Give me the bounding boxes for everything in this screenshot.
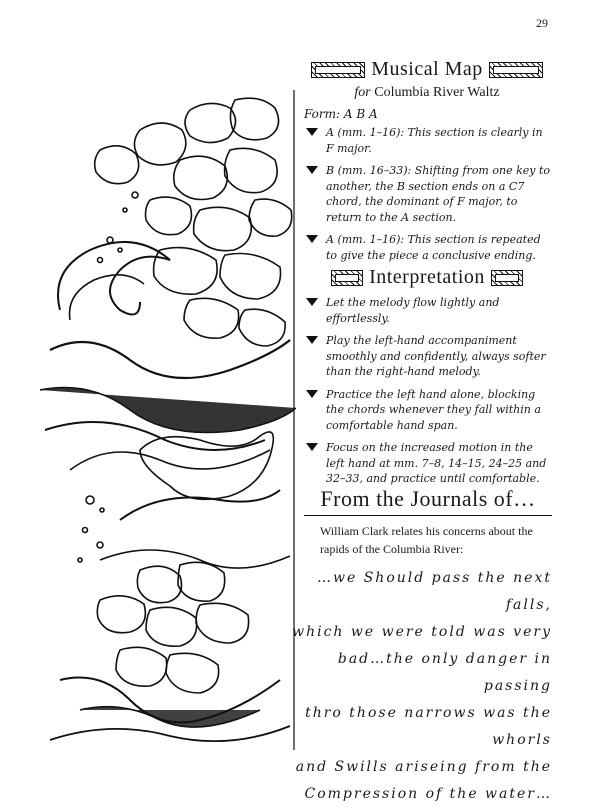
journal-quote <box>290 565 552 808</box>
arrow-bullet-icon <box>306 390 318 399</box>
quote-line: which we were told was very <box>292 624 552 640</box>
list-item: B (mm. 16–33): Shifting from one key to another, the B section ends on a C7 chord, the dominant of F major, to return to the A section. <box>304 163 550 225</box>
interpretation-list <box>304 295 550 487</box>
interpretation-title: Interpretation <box>369 266 485 288</box>
list-item: Practice the left hand alone, blocking the chords whenever they fall within a comfortable hand span. <box>304 387 550 434</box>
journals-title: From the Journals of… <box>320 486 536 511</box>
subtitle-piece-name: Columbia River Waltz <box>374 85 500 100</box>
subtitle-for: for <box>354 85 371 100</box>
arrow-bullet-icon <box>306 336 318 345</box>
form-line: Form: A B A <box>304 107 378 121</box>
piece-subtitle <box>304 85 550 101</box>
list-item: Play the left-hand accompaniment smoothly and confidently, always softer than the right-hand melody. <box>304 333 550 380</box>
musical-map-section <box>304 58 550 270</box>
arrow-bullet-icon <box>306 298 318 307</box>
quote-line: thro those narrows was the whorls <box>305 705 552 748</box>
journals-intro: William Clark relates his concerns about the rapids of the Columbia River: <box>320 524 533 556</box>
arrow-bullet-icon <box>306 235 318 244</box>
arrow-bullet-icon <box>306 128 318 137</box>
musical-map-title: Musical Map <box>371 58 483 80</box>
list-item: A (mm. 1–16): This section is repeated to give the piece a conclusive ending. <box>304 232 550 263</box>
arrow-bullet-icon <box>306 166 318 175</box>
musical-map-list <box>304 125 550 263</box>
musical-map-heading <box>304 58 550 81</box>
page-number: 29 <box>536 16 548 30</box>
interpretation-heading <box>304 266 550 289</box>
quote-line: and Swills ariseing from the <box>295 759 552 775</box>
ornament-right-icon <box>491 270 523 286</box>
list-item: Focus on the increased motion in the left hand at mm. 7–8, 14–15, 24–25 and 32–33, and practice until comfortable. <box>304 440 550 487</box>
ornament-right-icon <box>489 62 543 78</box>
journals-divider <box>304 515 552 516</box>
interpretation-section <box>304 266 550 494</box>
ornament-left-icon <box>331 270 363 286</box>
list-item: A (mm. 1–16): This section is clearly in F major. <box>304 125 550 156</box>
quote-line: Compression of the water… <box>304 786 552 802</box>
rapids-illustration <box>40 90 296 750</box>
ornament-left-icon <box>311 62 365 78</box>
list-item: Let the melody flow lightly and effortlessly. <box>304 295 550 326</box>
quote-line: bad…the only danger in passing <box>337 651 552 694</box>
quote-line: …we Should pass the next falls, <box>317 570 552 613</box>
arrow-bullet-icon <box>306 443 318 452</box>
